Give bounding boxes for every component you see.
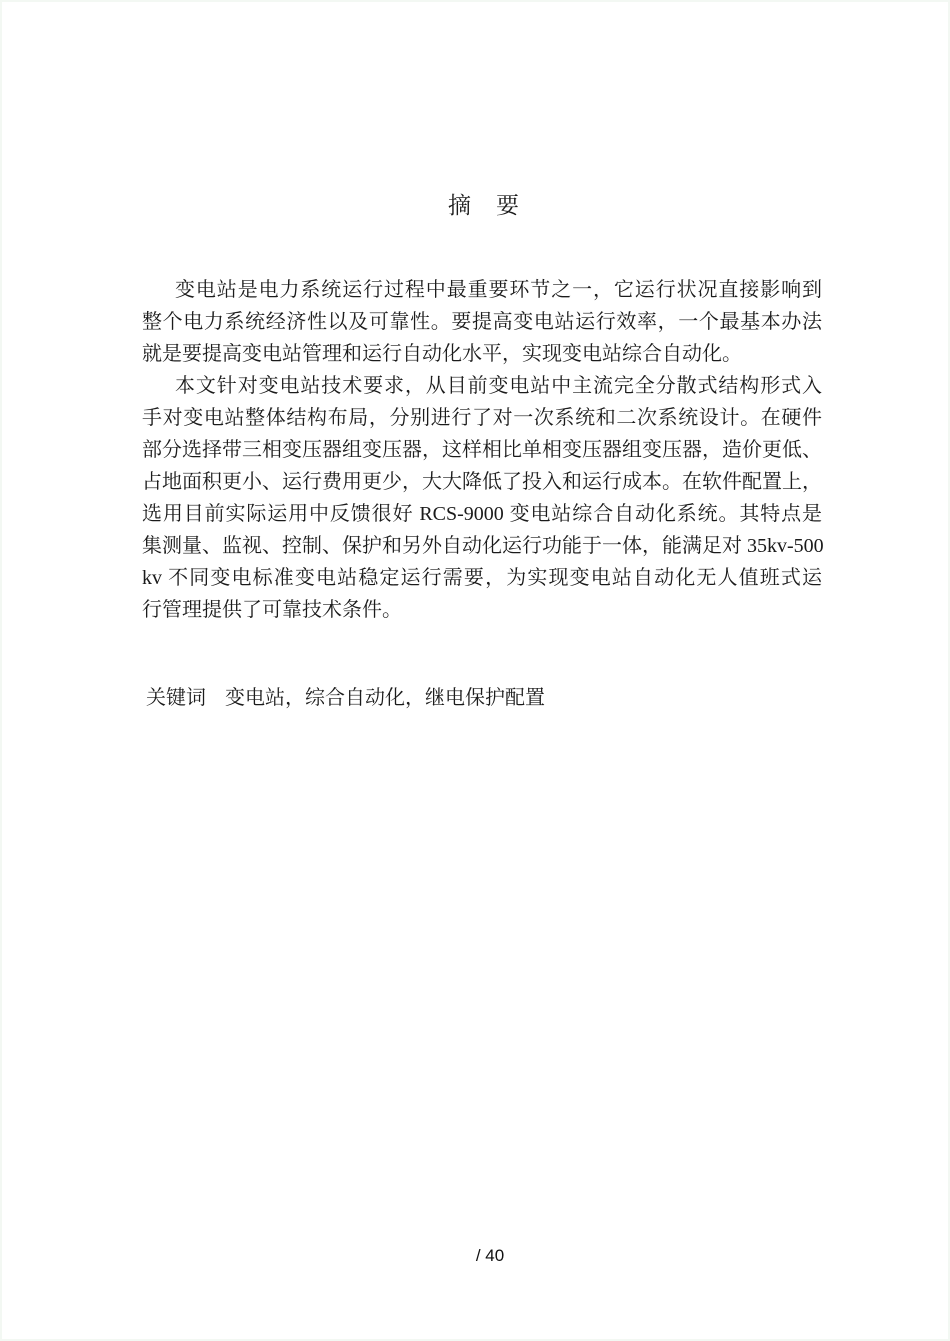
text-line: 占地面积更小、运行费用更少，大大降低了投入和运行成本。在软件配置上，	[142, 471, 822, 493]
page-footer	[0, 1245, 950, 1267]
paragraph-2	[142, 370, 822, 626]
text-line: kv 不同变电标准变电站稳定运行需要，为实现变电站自动化无人值班式运	[142, 567, 822, 589]
text-line: 整个电力系统经济性以及可靠性。要提高变电站运行效率，一个最基本办法	[142, 311, 822, 333]
keywords-label: 关键词	[146, 687, 206, 709]
text-line: 选用目前实际运用中反馈很好 RCS-9000 变电站综合自动化系统。其特点是	[142, 503, 822, 525]
text-line: 行管理提供了可靠技术条件。	[142, 599, 402, 621]
text-line: 集测量、监视、控制、保护和另外自动化运行功能于一体，能满足对 35kv-500	[142, 535, 824, 557]
page-title: 摘 要	[448, 193, 520, 218]
text-line: 就是要提高变电站管理和运行自动化水平，实现变电站综合自动化。	[142, 343, 742, 365]
keywords-row	[146, 682, 826, 714]
paragraph-1	[142, 274, 822, 370]
abstract-body	[142, 274, 822, 626]
text-line: 变电站是电力系统运行过程中最重要环节之一，它运行状况直接影响到	[175, 279, 822, 301]
text-line: 部分选择带三相变压器组变压器，这样相比单相变压器组变压器，造价更低、	[142, 439, 822, 461]
text-line: 本文针对变电站技术要求，从目前变电站中主流完全分散式结构形式入	[175, 375, 822, 397]
page-number: / 40	[475, 1246, 505, 1265]
text-line: 手对变电站整体结构布局，分别进行了对一次系统和二次系统设计。在硬件	[142, 407, 822, 429]
keywords-text: 变电站，综合自动化，继电保护配置	[225, 687, 545, 709]
